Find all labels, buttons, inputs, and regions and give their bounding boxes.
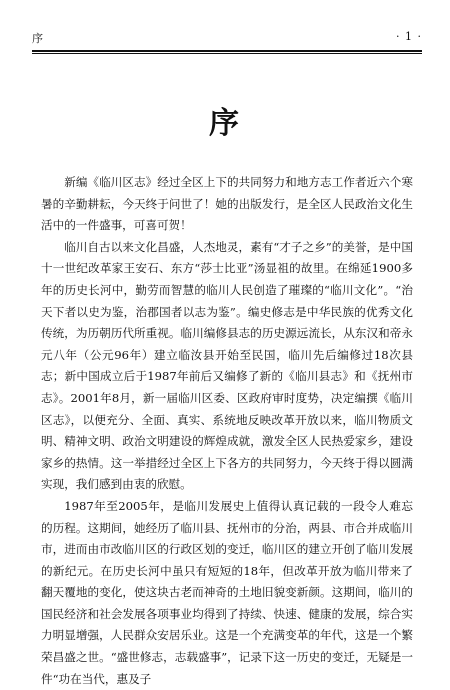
- header-section-label: 序: [32, 32, 43, 45]
- paragraph-2: 临川自古以来文化昌盛，人杰地灵，素有“才子之乡”的美誉，是中国十一世纪改革家王安石、东方“莎士比亚”汤显祖的故里。在绵延1900多年的历史长河中，勤劳而智慧的临川人民创造了璀璨的“临川文化”。“治天下者以史为鉴，治郡国者以志为鉴”。编史修志是中华民族的优秀文化传统，为历朝历代所重视。临川编修县志的历史源远流长，从东汉和帝永元八年（公元96年）建立临汝县开始至民国，临川先后编修过18次县志；新中国成立后于1987年前后又编修了新的《临川县志》和《抚州市志》。2001年8月，新一届临川区委、区政府审时度势，决定编撰《临川区志》，以便充分、全面、真实、系统地反映改革开放以来，临川物质文明、精神文明、政治文明建设的辉煌成就，激发全区人民热爱家乡，建设家乡的热情。这一举措经过全区上下各方的共同努力，今天终于得以圆满实现，我们感到由衷的欣慰。: [41, 239, 413, 492]
- header-rule-thick: [32, 50, 422, 52]
- body-text: [41, 172, 413, 690]
- header-rule-thin: [32, 53, 422, 54]
- paragraph-1: 新编《临川区志》经过全区上下的共同努力和地方志工作者近六个寒暑的辛勤耕耘，今天终于问世了！她的出版发行，是全区人民政治文化生活中的一件盛事，可喜可贺！: [41, 175, 413, 233]
- paragraph-3: 1987年至2005年，是临川发展史上值得认真记载的一段令人难忘的历程。这期间，她经历了临川县、抚州市的分治，两县、市合并成临川市，进而由市改临川区的行政区划的变迁，临川区的建立开创了临川发展的新纪元。在历史长河中虽只有短短的18年，但改革开放为临川带来了翻天覆地的变化，使这块古老而神奇的土地旧貌变新颜。这期间，临川的国民经济和社会发展各项事业均得到了持续、快速、健康的发展，综合实力明显增强，人民群众安居乐业。这是一个充满变革的年代，这是一个繁荣昌盛之世。“盛世修志，志载盛事”，记录下这一历史的变迁，无疑是一件“功在当代，惠及子: [41, 498, 413, 686]
- page-title: 序: [209, 106, 241, 141]
- page-number: · 1 ·: [396, 30, 422, 43]
- running-header: [32, 30, 422, 46]
